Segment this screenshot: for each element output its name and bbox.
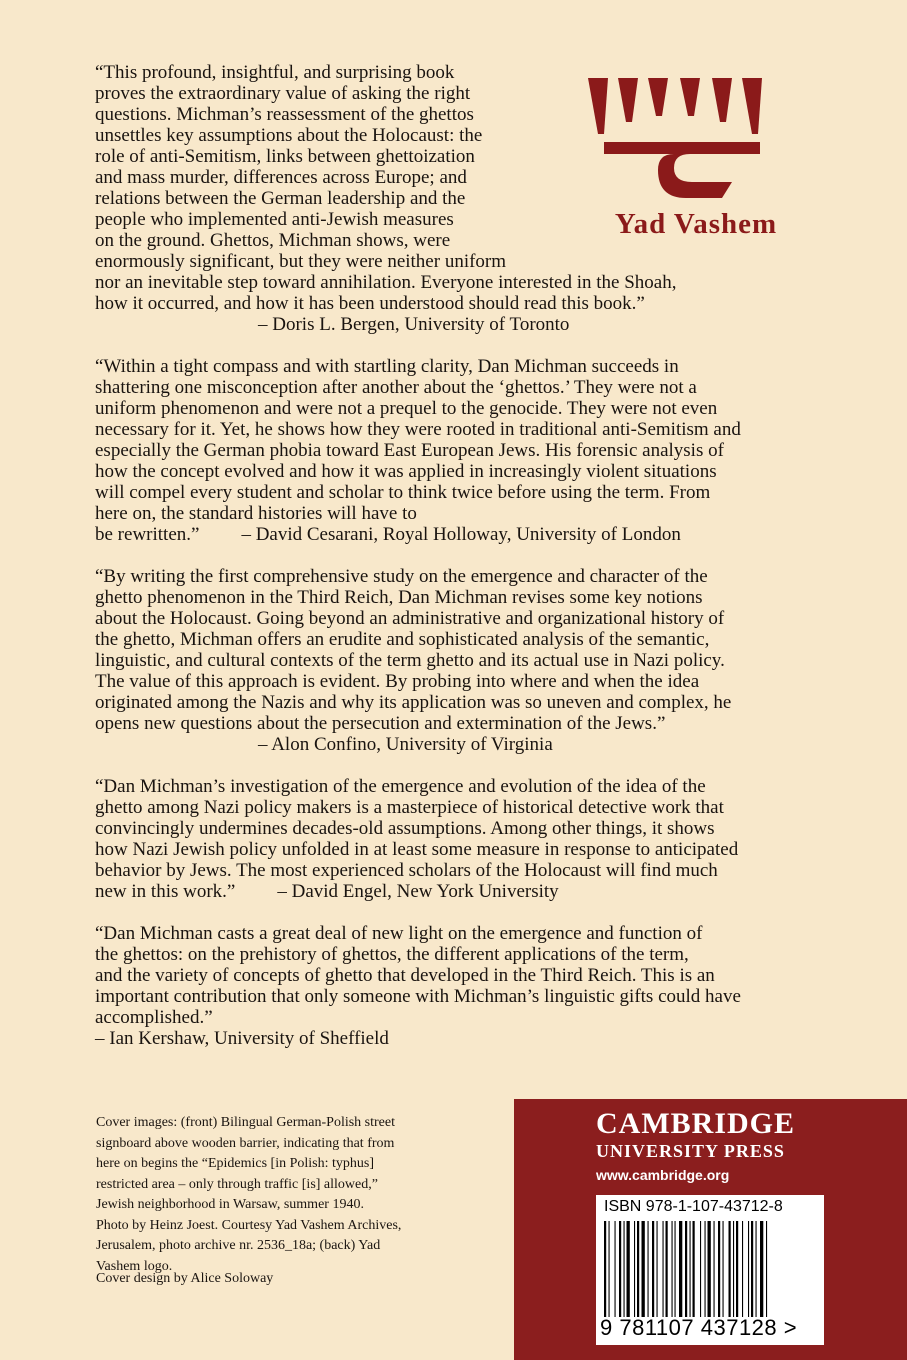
barcode-bar: [685, 1221, 687, 1317]
barcode-bar: [756, 1221, 757, 1317]
quote-line: enormously significant, but they were neither uniform: [95, 251, 507, 272]
quote-line: and mass murder, differences across Europe; and: [95, 167, 467, 188]
credit-line: restricted area – only through traffic [is] allowed,”: [96, 1176, 378, 1192]
endorsement-quote-kershaw: [95, 923, 825, 1049]
barcode-bar: [700, 1221, 701, 1317]
quote-line: The value of this approach is evident. By probing into where and when the idea: [95, 671, 700, 692]
barcode-bar: [648, 1221, 649, 1317]
quote-attribution: – David Engel, New York University: [277, 881, 559, 902]
barcode-bar: [609, 1221, 610, 1317]
publisher-subtitle: UNIVERSITY PRESS: [596, 1141, 785, 1161]
isbn-barcode: [596, 1195, 824, 1345]
barcode-bar: [760, 1221, 763, 1317]
barcode-bar: [679, 1221, 682, 1317]
barcode-bar: [675, 1221, 676, 1317]
barcode-bar: [637, 1221, 639, 1317]
quote-last-line: [95, 524, 825, 545]
quote-line: “Dan Michman casts a great deal of new light on the emergence and function of: [95, 923, 703, 944]
barcode-bar: [736, 1221, 738, 1317]
barcode-bar: [718, 1221, 720, 1317]
quote-line: originated among the Nazis and why its application was so uneven and complex, he: [95, 692, 732, 713]
credit-line: Jewish neighborhood in Warsaw, summer 1940.: [96, 1197, 364, 1212]
barcode-bar: [748, 1221, 749, 1317]
quote-attribution: – David Cesarani, Royal Holloway, University of London: [241, 524, 681, 545]
barcode-bar: [652, 1221, 654, 1317]
quote-line: “By writing the first comprehensive study on the emergence and character of the: [95, 566, 708, 587]
publisher-url: www.cambridge.org: [596, 1167, 730, 1183]
barcode-bar: [690, 1221, 691, 1317]
quote-line: proves the extraordinary value of asking the right: [95, 83, 471, 104]
quote-line: ghetto among Nazi policy makers is a masterpiece of historical detective work that: [95, 797, 724, 818]
quote-line: nor an inevitable step toward annihilation. Everyone interested in the Shoah,: [95, 272, 677, 293]
yad-vashem-wordmark: Yad Vashem: [614, 208, 778, 240]
publisher-panel: [514, 1099, 907, 1360]
barcode-bar: [766, 1221, 767, 1317]
barcode-bar: [666, 1221, 668, 1317]
credit-line: Vashem logo.: [96, 1258, 173, 1274]
quote-line: how it occurred, and how it has been understood should read this book.”: [95, 293, 645, 314]
barcode-bar: [723, 1221, 724, 1317]
quote-attribution: – Ian Kershaw, University of Sheffield: [95, 1028, 389, 1049]
barcode-icon: [602, 1221, 818, 1317]
barcode-bar: [729, 1221, 731, 1317]
barcode-bar: [642, 1221, 645, 1317]
publisher-name: CAMBRIDGE: [596, 1107, 796, 1140]
barcode-bar: [742, 1221, 743, 1317]
isbn-label: ISBN 978-1-107-43712-8: [604, 1198, 783, 1215]
barcode-bar: [604, 1221, 606, 1317]
barcode-bar: [714, 1221, 715, 1317]
quote-line: opens new questions about the persecution and extermination of the Jews.”: [95, 713, 666, 734]
quote-line: will compel every student and scholar to think twice before using the term. From: [95, 482, 711, 503]
quote-line: accomplished.”: [95, 1007, 213, 1028]
barcode-digits: 9 781107 437128 >: [600, 1315, 798, 1340]
quote-line-text: new in this work.”: [95, 881, 236, 902]
quote-line: uniform phenomenon and were not a prequel to the genocide. They were not even: [95, 398, 718, 419]
barcode-bar: [619, 1221, 621, 1317]
quote-line: about the Holocaust. Going beyond an administrative and organizational history of: [95, 608, 725, 629]
quote-line: the ghettos: on the prehistory of ghettos, the different applications of the term,: [95, 944, 689, 965]
quote-line: here on, the standard histories will have to: [95, 503, 417, 524]
credit-line: here on begins the “Epidemics [in Polish: typhus]: [96, 1156, 375, 1171]
endorsement-quote-bergen: [95, 62, 825, 335]
quote-line: shattering one misconception after another about the ‘ghettos.’ They were not a: [95, 377, 697, 398]
quote-attribution: – Alon Confino, University of Virginia: [258, 734, 553, 755]
barcode-bar: [693, 1221, 695, 1317]
quote-line: behavior by Jews. The most experienced scholars of the Holocaust will find much: [95, 860, 718, 881]
quote-line: the ghetto, Michman offers an erudite and sophisticated analysis of the semantic,: [95, 629, 710, 650]
quote-line-text: be rewritten.”: [95, 524, 200, 545]
endorsement-quote-engel: [95, 776, 825, 902]
quote-line: how Nazi Jewish policy unfolded in at least some measure in response to anticipated: [95, 839, 739, 860]
quote-line: on the ground. Ghettos, Michman shows, were: [95, 230, 451, 251]
endorsement-quote-cesarani: [95, 356, 825, 545]
barcode-bar: [657, 1221, 658, 1317]
barcode-bar: [708, 1221, 711, 1317]
barcode-bar: [615, 1221, 616, 1317]
quote-line: linguistic, and cultural contexts of the term ghetto and its actual use in Nazi policy.: [95, 650, 725, 671]
quote-line: “Within a tight compass and with startling clarity, Dan Michman succeeds in: [95, 356, 679, 377]
cover-design-credit: Cover design by Alice Soloway: [96, 1271, 274, 1286]
quote-line: convincingly undermines decades-old assumptions. Among other things, it shows: [95, 818, 715, 839]
quote-line: necessary for it. Yet, he shows how they were rooted in traditional anti-Semitism and: [95, 419, 741, 440]
barcode-bar: [627, 1221, 630, 1317]
quote-line: “This profound, insightful, and surprising book: [95, 62, 455, 83]
quote-line: questions. Michman’s reassessment of the ghettos: [95, 104, 474, 125]
barcode-bar: [624, 1221, 625, 1317]
cover-image-credits: [96, 1113, 466, 1277]
credit-line: Cover images: (front) Bilingual German-Polish street: [96, 1115, 395, 1130]
quote-line: people who implemented anti-Jewish measures: [95, 209, 454, 230]
barcode-bar: [672, 1221, 673, 1317]
quote-line: relations between the German leadership and the: [95, 188, 466, 209]
quote-line: especially the German phobia toward East European Jews. His forensic analysis of: [95, 440, 724, 461]
quote-line: ghetto phenomenon in the Third Reich, Dan Michman revises some key notions: [95, 587, 703, 608]
quote-line: and the variety of concepts of ghetto that developed in the Third Reich. This is an: [95, 965, 715, 986]
barcode-bar: [705, 1221, 706, 1317]
quote-line: role of anti-Semitism, links between ghettoization: [95, 146, 475, 167]
quote-line: “Dan Michman’s investigation of the emergence and evolution of the idea of the: [95, 776, 706, 797]
barcode-bar: [634, 1221, 635, 1317]
credit-line: signboard above wooden barrier, indicating that from: [96, 1135, 395, 1151]
credit-line: Jerusalem, photo archive nr. 2536_18a; (back) Yad: [96, 1238, 381, 1253]
quote-attribution: – Doris L. Bergen, University of Toronto: [258, 314, 570, 335]
barcode-bar: [663, 1221, 664, 1317]
barcode-bar: [733, 1221, 734, 1317]
barcode-bar: [751, 1221, 753, 1317]
quote-last-line: [95, 881, 825, 902]
quote-line: unsettles key assumptions about the Holocaust: the: [95, 125, 483, 146]
quote-line: how the concept evolved and how it was applied in increasingly violent situations: [95, 461, 717, 482]
quote-line: important contribution that only someone with Michman’s linguistic gifts could have: [95, 986, 741, 1007]
credit-line: Photo by Heinz Joest. Courtesy Yad Vashem Archives,: [96, 1217, 402, 1233]
endorsement-quote-confino: [95, 566, 825, 755]
